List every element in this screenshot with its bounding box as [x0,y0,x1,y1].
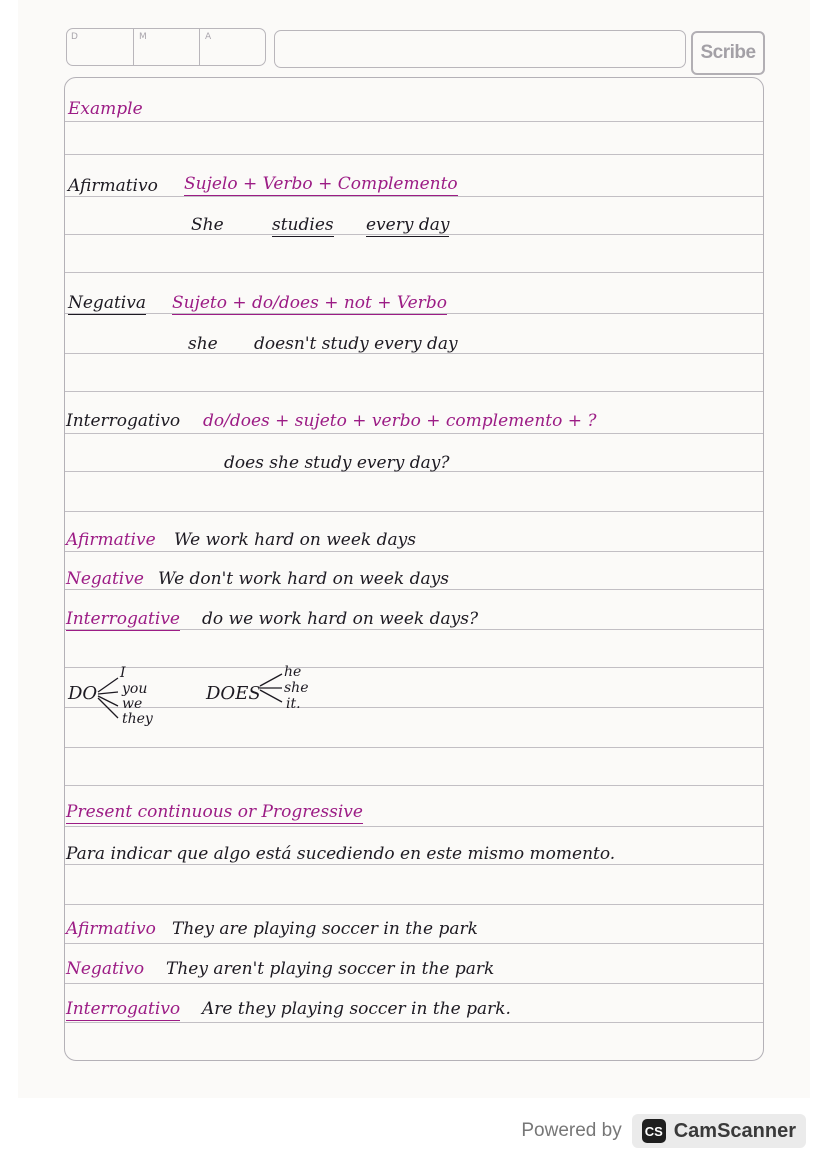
work-interrogative-sentence: do we work hard on week days? [202,609,479,629]
does-pronoun-he: he [284,664,302,680]
work-negative-label: Negative [66,569,144,589]
rule-line [65,826,763,827]
example-title: Example [68,99,143,119]
afirmativo-label: Afirmativo [68,176,158,196]
work-interrogative-label: Interrogative [66,609,180,629]
date-day-label: D [71,32,78,42]
rule-line [65,747,763,748]
camscanner-name: CamScanner [673,1119,796,1142]
soccer-negativo-sentence: They aren't playing soccer in the park [166,959,495,979]
negativa-example-rest: doesn't study every day [254,334,458,354]
scanner-watermark [521,1111,806,1151]
brand-logo: Scribe [691,31,765,75]
rule-line [65,1022,763,1023]
does-word: DOES [206,683,261,704]
do-word: DO [68,683,98,704]
date-year-label: A [205,32,212,42]
rule-line [65,196,763,197]
afirmativo-formula: Sujelo + Verbo + Complemento [184,174,458,194]
date-divider [133,29,134,65]
rule-line [65,391,763,392]
afirmativo-example-complement: every day [366,215,450,235]
rule-line [65,154,763,155]
soccer-interrogativo-label: Interrogativo [66,999,181,1019]
rule-line [65,551,763,552]
does-pronoun-it: it. [286,696,301,712]
rule-line [65,707,763,708]
rule-line [65,433,763,434]
rule-line [65,272,763,273]
rule-line [65,511,763,512]
do-pronoun-we: we [122,696,143,712]
soccer-negativo-label: Negativo [66,959,145,979]
soccer-afirmativo-sentence: They are playing soccer in the park [172,919,478,939]
work-afirmative-label: Afirmative [66,530,156,550]
negativa-example-subject: she [188,334,218,354]
title-box [274,30,686,68]
work-afirmative-sentence: We work hard on week days [174,530,416,550]
soccer-interrogativo-sentence: Are they playing soccer in the park. [202,999,511,1019]
continuous-description: Para indicar que algo está sucediendo en este mismo momento. [66,844,616,864]
interrogativo-formula: do/does + sujeto + verbo + complemento + ? [203,411,597,431]
work-negative-sentence: We don't work hard on week days [158,569,449,589]
does-pronoun-she: she [284,680,309,696]
do-pronoun-you: you [122,681,148,697]
rule-line [65,904,763,905]
interrogativo-label: Interrogativo [66,411,181,431]
date-month-label: M [139,32,147,42]
do-pronoun-i: I [120,665,126,681]
do-pronoun-they: they [122,711,153,727]
camscanner-logo-icon: CS [642,1119,666,1143]
afirmativo-example-verb: studies [272,215,334,235]
camscanner-badge [632,1114,806,1148]
date-box [66,28,266,66]
rule-line [65,943,763,944]
continuous-title: Present continuous or Progressive [66,802,363,822]
rule-line [65,667,763,668]
rule-line [65,983,763,984]
negativa-label: Negativa [68,293,146,313]
rule-line [65,785,763,786]
powered-by-text: Powered by [521,1120,622,1141]
soccer-afirmativo-label: Afirmativo [66,919,156,939]
interrogativo-example: does she study every day? [224,453,450,473]
rule-line [65,121,763,122]
negativa-formula: Sujeto + do/does + not + Verbo [172,293,447,313]
afirmativo-example-subject: She [191,215,224,235]
date-divider [199,29,200,65]
